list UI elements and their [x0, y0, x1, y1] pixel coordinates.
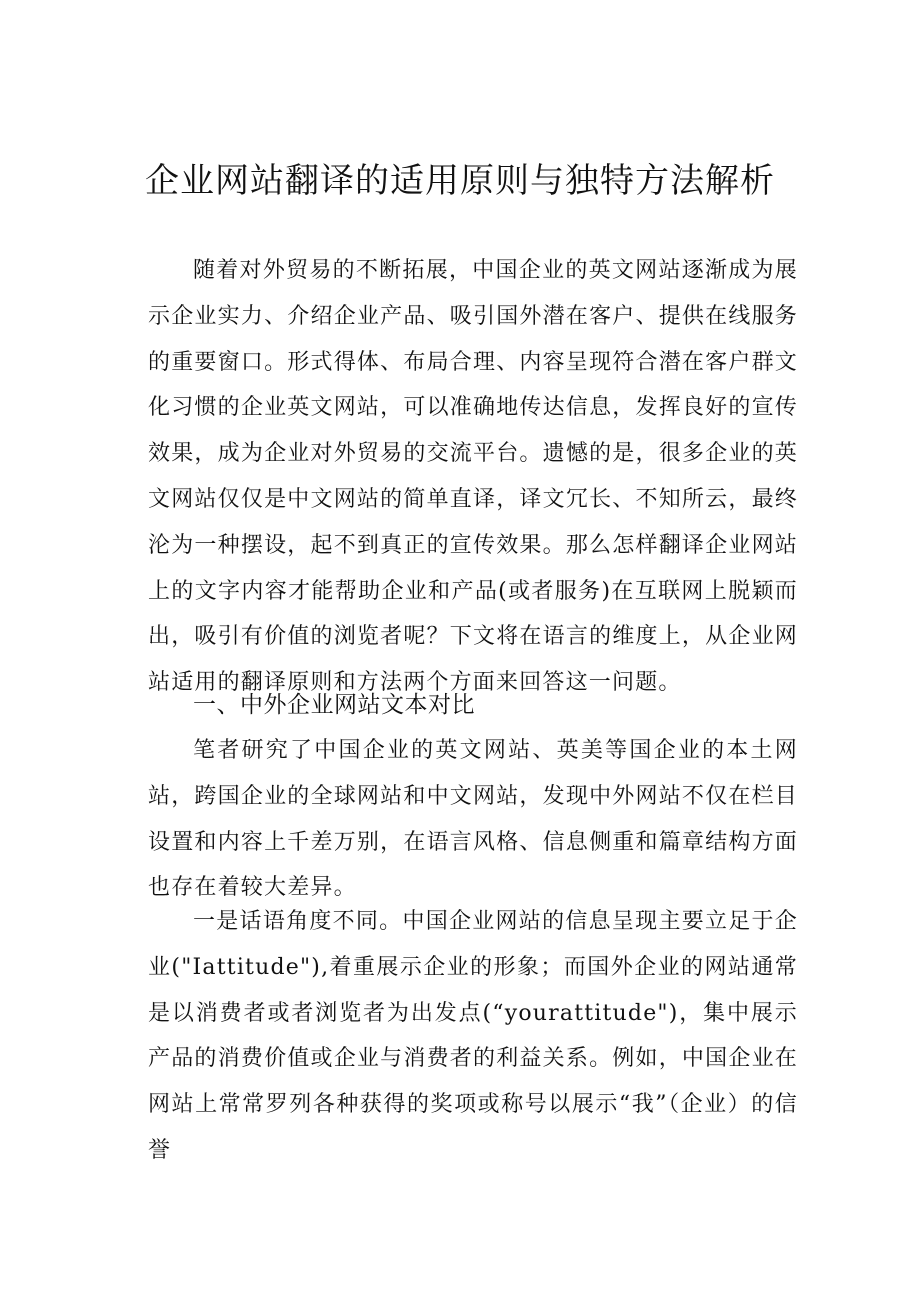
section-heading: 一、中外企业网站文本对比 — [193, 692, 475, 718]
document-title: 企业网站翻译的适用原则与独特方法解析 — [145, 161, 775, 201]
paragraph-intro: 随着对外贸易的不断拓展，中国企业的英文网站逐渐成为展示企业实力、介绍企业产品、吸引国外潜在客户、提供在线服务的重要窗口。形式得体、布局合理、内容呈现符合潜在客户群文化习惯的企业英文网站，可以准确地传达信息，发挥良好的宣传效果，成为企业对外贸易的交流平台。遗憾的是，很多企业的英文网站仅仅是中文网站的简单直译，译文冗长、不知所云，最终沦为一种摆设，起不到真正的宣传效果。那么怎样翻译企业网站上的文字内容才能帮助企业和产品(或者服务)在互联网上脱颖而出，吸引有价值的浏览者呢？下文将在语言的维度上，从企业网站适用的翻译原则和方法两个方面来回答这一问题。 — [148, 258, 798, 696]
paragraph-discourse-angle: 一是话语角度不同。中国企业网站的信息呈现主要立足于企业("Iattitude"),着重展示企业的形象；而国外企业的网站通常是以消费者或者浏览者为出发点(“yourattitude")，集中展示产品的消费价值或企业与消费者的利益关系。例如，中国企业在网站上常常罗列各种获得的奖项或称号以展示“我”（企业）的信誉 — [148, 909, 798, 1163]
paragraph-comparison: 笔者研究了中国企业的英文网站、英美等国企业的本土网站，跨国企业的全球网站和中文网站，发现中外网站不仅在栏目设置和内容上千差万别，在语言风格、信息侧重和篇章结构方面也存在着较大差异。 — [148, 738, 798, 901]
